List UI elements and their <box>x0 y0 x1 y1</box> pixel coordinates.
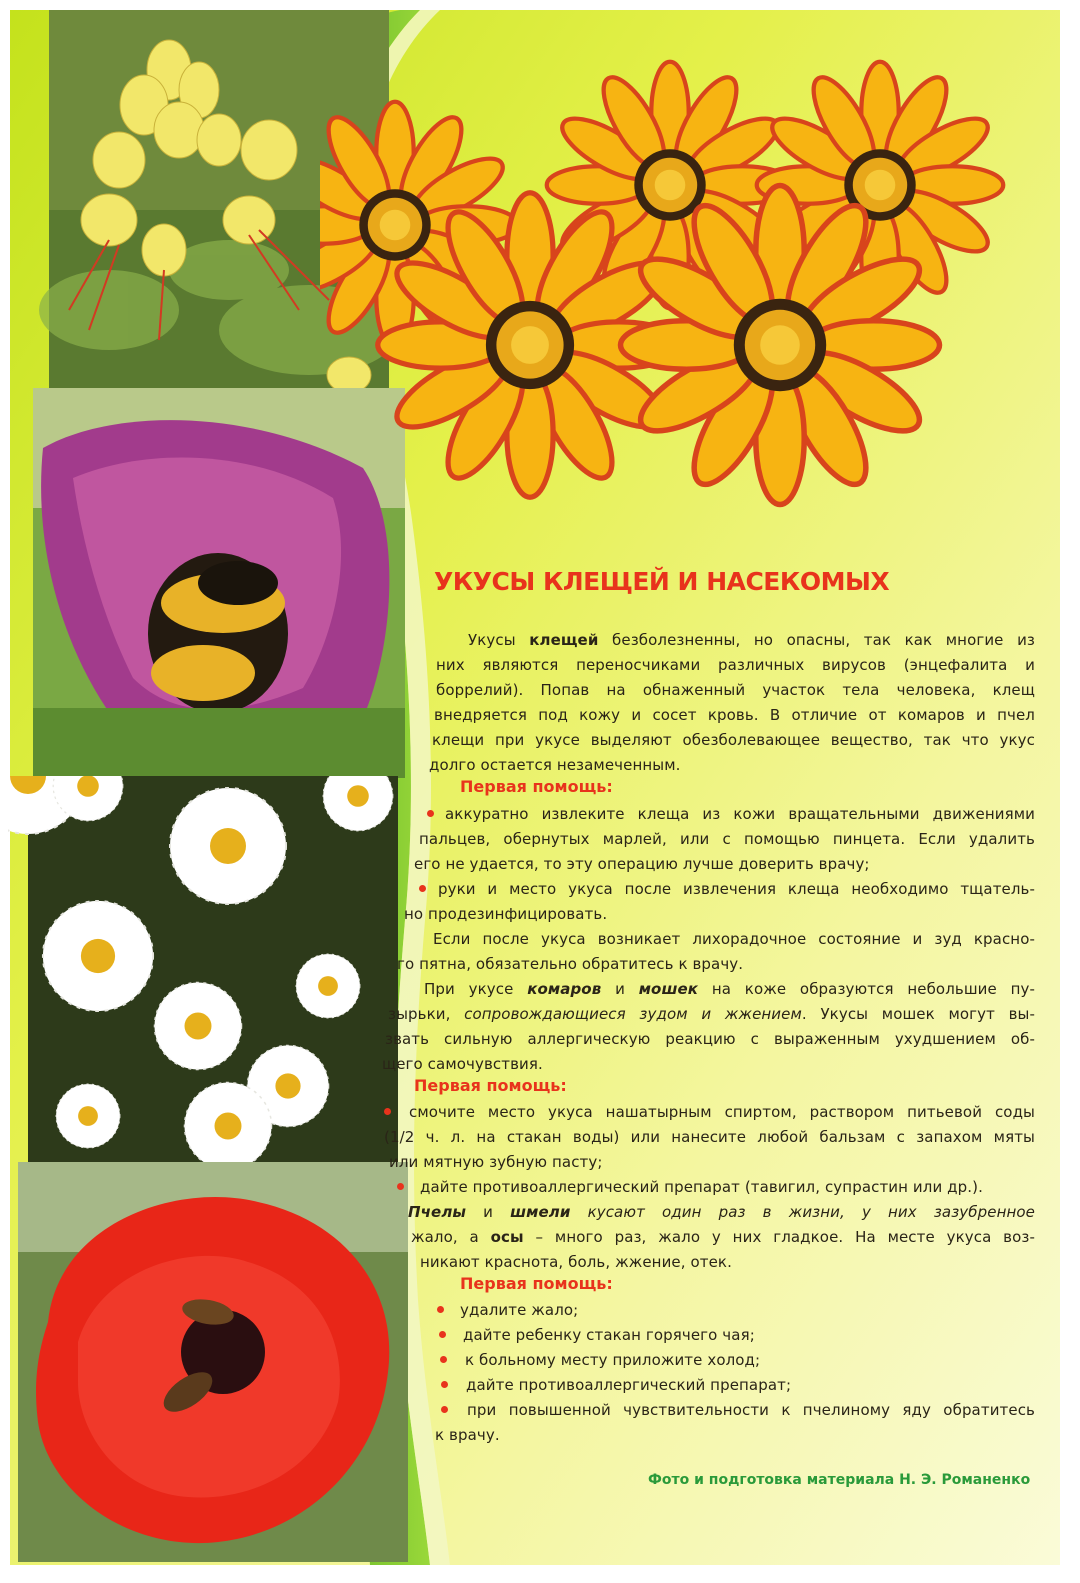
paragraph-line: клещи при укусе выделяют обезболевающее вещество, так что укус <box>432 731 1035 749</box>
list-item-line: дайте противоаллергический препарат (тавигил, супрастин или др.). <box>420 1178 983 1196</box>
list-item-line: удалите жало; <box>460 1301 579 1319</box>
first-aid-heading: Первая помощь: <box>414 1076 567 1095</box>
bullet <box>427 810 434 817</box>
bullet <box>441 1381 448 1388</box>
paragraph-line: го пятна, обязательно обратитесь к врачу. <box>397 955 744 973</box>
list-item-line: к врачу. <box>435 1426 500 1444</box>
paragraph-line: долго остается незамеченным. <box>429 756 681 774</box>
first-aid-heading: Первая помощь: <box>460 777 613 796</box>
bullet <box>441 1406 448 1413</box>
list-item-line: дайте противоаллергический препарат; <box>466 1376 792 1394</box>
list-item-line: пальцев, обернутых марлей, или с помощью пинцета. Если удалить <box>419 830 1035 848</box>
paragraph-line: никают краснота, боль, жжение, отек. <box>420 1253 732 1271</box>
list-item-line: или мятную зубную пасту; <box>389 1153 603 1171</box>
list-item-line: аккуратно извлеките клеща из кожи вращательными движениями <box>445 805 1035 823</box>
list-item-line: руки и место укуса после извлечения клеща необходимо тщатель- <box>438 880 1035 898</box>
list-item-line: смочите место укуса нашатырным спиртом, раствором питьевой соды <box>409 1103 1035 1121</box>
paragraph-line: Пчелы и шмели кусают один раз в жизни, у них зазубренное <box>408 1203 1035 1221</box>
bullet <box>397 1183 404 1190</box>
paragraph-line: При укусе комаров и мошек на коже образуются небольшие пу- <box>424 980 1035 998</box>
paragraph-line: Укусы клещей безболезненны, но опасны, так как многие из <box>468 631 1035 649</box>
list-item-line: дайте ребенку стакан горячего чая; <box>463 1326 755 1344</box>
paragraph-line: звать сильную аллергическую реакцию с выраженным ухудшением об- <box>385 1030 1035 1048</box>
list-item-line: (1/2 ч. л. на стакан воды) или нанесите любой бальзам с запахом мяты <box>384 1128 1035 1146</box>
paragraph-line: них являются переносчиками различных вирусов (энцефалита и <box>436 656 1035 674</box>
list-item-line: к больному месту приложите холод; <box>465 1351 761 1369</box>
article-title: УКУСЫ КЛЕЩЕЙ И НАСЕКОМЫХ <box>434 567 890 596</box>
bullet <box>440 1356 447 1363</box>
first-aid-heading: Первая помощь: <box>460 1274 613 1293</box>
bullet <box>419 885 426 892</box>
paragraph-line: Если после укуса возникает лихорадочное состояние и зуд красно- <box>433 930 1035 948</box>
photo-credit: Фото и подготовка материала Н. Э. Романенко <box>648 1472 1031 1488</box>
list-item-line: но продезинфицировать. <box>404 905 608 923</box>
bullet <box>384 1108 391 1115</box>
list-item-line: его не удается, то эту операцию лучше доверить врачу; <box>414 855 870 873</box>
paragraph-line: зырьки, сопровождающиеся зудом и жжением. Укусы мошек могут вы- <box>388 1005 1036 1023</box>
paragraph-line: жало, а осы – много раз, жало у них гладкое. На месте укуса воз- <box>411 1228 1035 1246</box>
bullet <box>439 1331 446 1338</box>
bullet <box>437 1306 444 1313</box>
paragraph-line: боррелий). Попав на обнаженный участок тела человека, клещ <box>436 681 1035 699</box>
paragraph-line: щего самочувствия. <box>382 1055 543 1073</box>
list-item-line: при повышенной чувствительности к пчелиному яду обратитесь <box>467 1401 1035 1419</box>
paragraph-line: внедряется под кожу и сосет кровь. В отличие от комаров и пчел <box>434 706 1035 724</box>
